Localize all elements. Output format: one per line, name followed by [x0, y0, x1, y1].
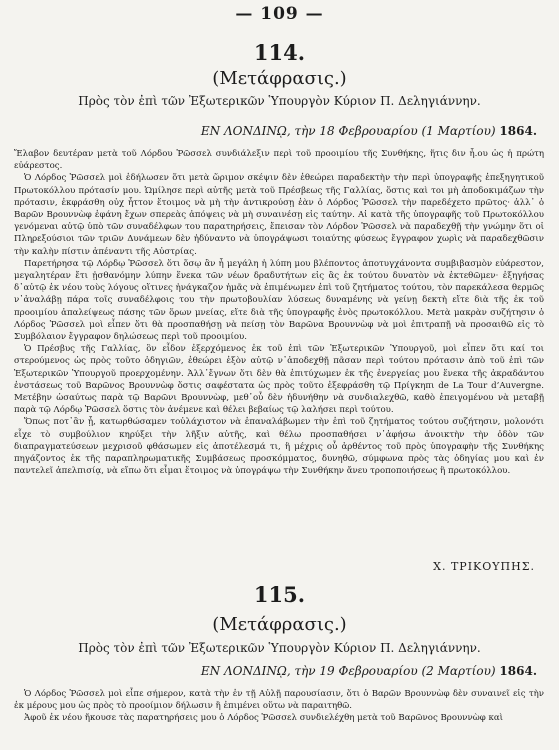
document-body — [14, 688, 544, 725]
document-title: (Μετάφρασις.) — [212, 68, 347, 89]
paragraph: Ὁ Λόρδος Ῥῶσσελ μοὶ εἶπε σήμερον, κατὰ τὴν ἐν τῇ Αὐλῇ παρουσίασιν, ὅτι ὁ Βαρῶν Βρουννὼφ δὲν συναινεῖ εἰς τὴν ἐκ μέρους μου ὡς πρὸς τὸ προοίμιον δήλωσιν ἢ ἐπιμένει οὕτω νὰ παραιτηθῶ. — [14, 689, 544, 712]
document-body — [14, 148, 544, 477]
document-number: 115. — [253, 582, 306, 607]
paragraph: Ἔλαβον δευτέραν μετὰ τοῦ Λόρδου Ῥῶσσελ συνδιάλεξιν περὶ τοῦ προοιμίου τῆς Συνθήκης, ἥτις διν ἦ.ου ὡς ἡ πρώτη εὐάρεστος. — [14, 149, 544, 172]
paragraph: Ἀφοῦ ἐκ νέου ἤκουσε τὰς παρατηρήσεις μου ὁ Λόρδος Ῥῶσσελ συνδιελέχθη μετὰ τοῦ Βαρῶνος Βρουννὼφ καὶ — [24, 713, 504, 724]
document-title: (Μετάφρασις.) — [212, 614, 347, 635]
paragraph: Ὁ Πρέσβυς τῆς Γαλλίας, ὃν εἶδον ἐξερχόμενος ἐκ τοῦ ἐπὶ τῶν Ἐξωτερικῶν Ὑπουργοῦ, μοὶ εἶπεν ὅτι καί τοι στερούμενος ὡς πρὸς τοῦτο ὁδηγιῶν, ἐθεώρει ἐξὸν αὐτῷ ν᾽ἀποδεχθῇ πᾶσαν περὶ τούτου πρότασιν ἀπὸ τοῦ ἐπὶ τῶν Ἐξωτερικῶν Ὑπουργοῦ προερχομένην. Ἀλλ᾽ἔγνων ὅτι δὲν θὰ ἐπιτύχωμεν ἐκ τῆς ἐνεργείας μου ἕνεκα τῆς ἀκραδάντου ἐνστάσεως τοῦ Βαρῶνος Βρουννὼφ ὅστις σαφέστατα ὡς πρὸς τοῦτο ἐξεφράσθη τῷ Πρίγκηπι de La Tour d’Auvergne. Μετέβην ὡσαύτως παρὰ τῷ Βαρῶνι Βρουννὼφ, μεθ᾽οὗ δὲν ἠδυνήθην νὰ συνδιαλεχθῶ, καθὸ ἐπειγομένου νὰ μεταβῇ παρὰ τῷ Λόρδῳ Ῥῶσσελ ὅστις τὸν ἀνέμενε καὶ θέλει βεβαίως τῷ λαλήσει περὶ τούτου. — [14, 344, 544, 416]
paragraph: Ὅπως ποτ᾽ἂν ᾖ, κατωρθώσαμεν τοὐλάχιστον νὰ ἐπαναλάβωμεν τὴν ἐπὶ τοῦ ζητήματος τούτου συζήτησιν, μολονότι εἶχε τὸ συμβούλιον κηρύξει τὴν λῆξιν αὐτῆς, καὶ θέλω προσπαθήσει ν᾽ἀφήσω ἀνοικτὴν τὴν ὁδὸν τῶν διαπραγματεύσεων μεχρισοῦ φθάσωμεν εἰς ἀποτέλεσμά τι, ἢ μέχρις οὗ ἀρθέντος τοῦ πρὸς ὑπογραφὴν τῆς Συνθήκης πηγάζοντος ἐκ τῆς παραπληρωματικῆς Συμβάσεως προσκόμματος, δυνηθῶ, σύμφωνα πρὸς τὰς ὁδηγίας μου καὶ ἐν παντελεῖ ἀπελπισίᾳ, νὰ εἴπω ὅτι εἶμαι ἕτοιμος νὰ ὑπογράψω τὴν Συνθήκην ἄνευ τροποποιήσεως ἢ πρωτοκόλλου. — [14, 417, 544, 477]
date-place: ΕΝ ΛΟΝΔΙΝῼ, τὴν 18 Φεβρουαρίου (1 Μαρτίου) — [200, 124, 496, 138]
signature: Χ. ΤΡΙΚΟΥΠΗΣ. — [433, 560, 535, 573]
page-number: — 109 — — [235, 4, 324, 24]
document-date — [201, 124, 537, 138]
document-number: 114. — [253, 40, 306, 65]
date-place: ΕΝ ΛΟΝΔΙΝῼ, τὴν 19 Φεβρουαρίου (2 Μαρτίου) — [200, 664, 496, 678]
document-address: Πρὸς τὸν ἐπὶ τῶν Ἐξωτερικῶν Ὑπουργὸν Κύριον Π. Δεληγιάννην. — [78, 94, 481, 108]
paragraph: Ὁ Λόρδος Ῥῶσσελ μοὶ ἐδήλωσεν ὅτι μετὰ ὥριμον σκέψιν δὲν ἐθεώρει παραδεκτὴν τὴν περὶ ὑπογραφῆς ἐπεξηγητικοῦ Πρωτοκόλλου πρότασίν μου. Ὡμίλησε περὶ αὐτῆς μετὰ τοῦ Πρέσβεως τῆς Γαλλίας, ὅστις καὶ τοι μὴ ἀποδοκιμάζων τὴν πρότασιν, ἐκφράσθη οὐχ ἧττον ἕτοιμος νὰ μὴ τὴν ἀντικρούσῃ ἐὰν ὁ Λόρδος Ῥῶσσελ τὴν παρεδέχετο πρῶτος· ἀλλ᾽ ὁ Βαρῶν Βρουννὼφ ἐφάνη ἔχων σπερεὰς ἀπόψεις νὰ μὴ συναινέσῃ εἰς ταύτην. Αἱ κατὰ τῆς ὑπογραφῆς τοῦ Πρωτοκόλλου γενόμεναι αὐτῷ ὑπὸ τῶν συναδέλφων του παρατηρήσεις, ἔπεισαν τὸν Λόρδον Ῥῶσσελ νὰ παραδεχθῇ τὴν γνώμην ὅτι οἱ Πληρεξούσιοι τῶν τριῶν Δυνάμεων δὲν ἠδύναντο νὰ ὑπογράψωσι τοιαύτης φύσεως ἔγγραφον χωρὶς νὰ παραδεχθῶσιν τὴν καλὴν πίστιν ἀπέναντι τῆς Αὐστρίας. — [14, 173, 544, 257]
date-year: 1864. — [499, 664, 537, 678]
paragraph: Παρετήρησα τῷ Λόρδῳ Ῥῶσσελ ὅτι ὅσῳ ἂν ἦ μεγάλη ἡ λύπη μου βλέποντος ἀποτυγχάνοντα συμβιβασμὸν εὐάρεστον, μεγαλητέραν ἔτι ᾐσθανόμην λύπην ἕνεκα τῶν νέων δραδυτήτων εἰς ἃς ἐκ τούτου δυνατὸν νὰ ἐκτεθῶμεν· ἐξηγήσας δ᾽αὐτῷ ἐκ νέου τοὺς λόγους οἵτινες ἠνάγκαζον ἡμᾶς νὰ ἐπιμένωμεν ἐπὶ τοῦ ζητήματος τούτου, τὸν παρεκάλεσα θερμῶς ν᾽ἀναλάβῃ πάρα τοῖς συναδέλφοις του τὴν πρωτοβουλίαν λύσεως δυναμένης νὰ γείνῃ δεκτὴ εἴτε διὰ τῆς ἐκ τοῦ προοιμίου ἀπαλείψεως πάσης τῶν ὅρων μνείας, εἴτε διὰ τῆς ὑπογραφῆς ἑνὸς πρωτοκόλλου. Μετὰ μακρὰν συζήτησιν ὁ Λόρδος Ῥῶσσελ μοὶ εἶπεν ὅτι θὰ προσπαθήσῃ νὰ πείσῃ τὸν Βαρῶνα Βρουννὼφ νὰ μοὶ ἐπιτραπῇ νὰ προσαιθῶ εἰς τὸ Συμβόλαιον ἔγγραφον δηλώσεως περὶ τοῦ προοιμίου. — [14, 258, 544, 343]
date-year: 1864. — [499, 124, 537, 138]
document-address: Πρὸς τὸν ἐπὶ τῶν Ἐξωτερικῶν Ὑπουργὸν Κύριον Π. Δεληγιάννην. — [78, 641, 481, 655]
document-date — [201, 664, 537, 678]
